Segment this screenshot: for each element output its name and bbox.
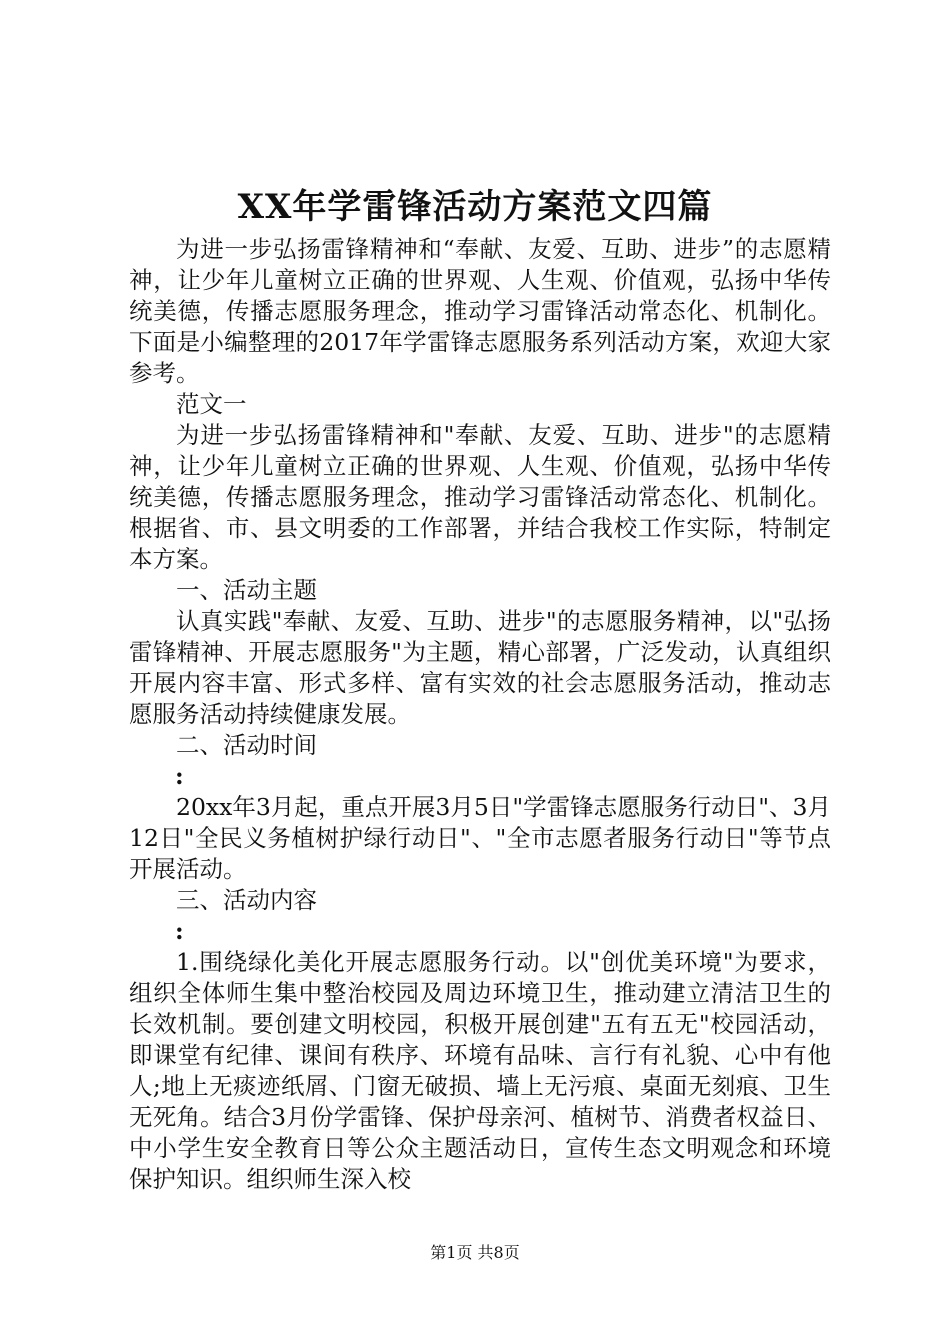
paragraph-intro: 为进一步弘扬雷锋精神和“奉献、友爱、互助、进步”的志愿精神，让少年儿童树立正确的世界观、人生观、价值观，弘扬中华传统美德，传播志愿服务理念，推动学习雷锋活动常态化、机制化。下面是小编整理的2017年学雷锋志愿服务系列活动方案，欢迎大家参考。 bbox=[129, 235, 831, 387]
section-heading-time: 二、活动时间 bbox=[176, 731, 317, 759]
document-body bbox=[129, 234, 831, 1195]
section-heading-content: 三、活动内容 bbox=[176, 886, 317, 914]
page-number-footer: 第1页 共8页 bbox=[430, 1243, 520, 1262]
colon-marker-content: : bbox=[175, 917, 184, 945]
paragraph-time: 20xx年3月起，重点开展3月5日"学雷锋志愿服务行动日"、3月12日"全民义务植树护绿行动日"、"全市志愿者服务行动日"等节点开展活动。 bbox=[129, 793, 831, 883]
colon-marker-time: : bbox=[175, 762, 184, 790]
paragraph-sample-one-heading: 范文一 bbox=[176, 390, 247, 418]
document-title: XX年学雷锋活动方案范文四篇 bbox=[237, 187, 713, 227]
section-heading-theme: 一、活动主题 bbox=[176, 576, 317, 604]
paragraph-content-1: 1.围绕绿化美化开展志愿服务行动。以"创优美环境"为要求，组织全体师生集中整治校园及周边环境卫生，推动建立清洁卫生的长效机制。要创建文明校园，积极开展创建"五有五无"校园活动，即课堂有纪律、课间有秩序、环境有品味、言行有礼貌、心中有他人;地上无痰迹纸屑、门窗无破损、墙上无污痕、桌面无刻痕、卫生无死角。结合3月份学雷锋、保护母亲河、植树节、消费者权益日、中小学生安全教育日等公众主题活动日，宣传生态文明观念和环境保护知识。组织师生深入校 bbox=[129, 948, 831, 1193]
paragraph-theme: 认真实践"奉献、友爱、互助、进步"的志愿服务精神，以"弘扬雷锋精神、开展志愿服务"为主题，精心部署，广泛发动，认真组织开展内容丰富、形式多样、富有实效的社会志愿服务活动，推动志愿服务活动持续健康发展。 bbox=[129, 607, 831, 728]
paragraph-sample-one-intro: 为进一步弘扬雷锋精神和"奉献、友爱、互助、进步"的志愿精神，让少年儿童树立正确的世界观、人生观、价值观，弘扬中华传统美德，传播志愿服务理念，推动学习雷锋活动常态化、机制化。根据省、市、县文明委的工作部署，并结合我校工作实际，特制定本方案。 bbox=[129, 421, 831, 573]
